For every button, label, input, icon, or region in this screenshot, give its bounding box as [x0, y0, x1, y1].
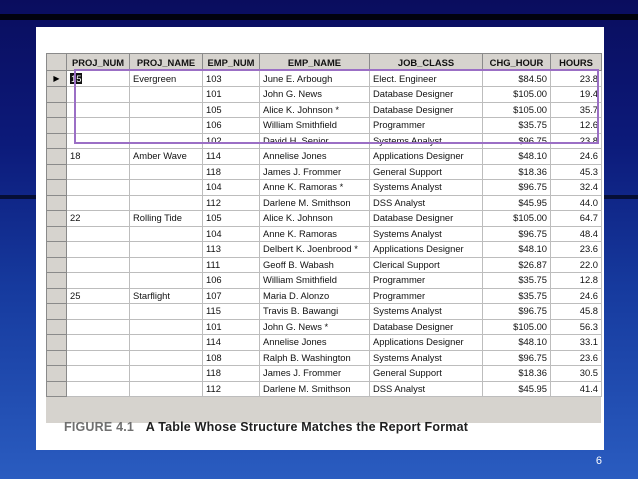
row-selector[interactable]: [47, 350, 67, 366]
cell-chg-hour[interactable]: $35.75: [483, 273, 551, 289]
cell-chg-hour[interactable]: $105.00: [483, 87, 551, 103]
cell-chg-hour[interactable]: $48.10: [483, 242, 551, 258]
table-row[interactable]: [47, 133, 602, 149]
cell-proj-num[interactable]: [67, 180, 130, 196]
cell-proj-num[interactable]: [67, 335, 130, 351]
column-header-proj-num[interactable]: PROJ_NUM: [67, 54, 130, 71]
cell-emp-num[interactable]: 118: [203, 164, 260, 180]
cell-hours[interactable]: 45.3: [551, 164, 602, 180]
cell-emp-name[interactable]: Delbert K. Joenbrood *: [260, 242, 370, 258]
cell-job-class[interactable]: Systems Analyst: [370, 180, 483, 196]
cell-emp-name[interactable]: Anne K. Ramoras *: [260, 180, 370, 196]
cell-proj-num[interactable]: [67, 381, 130, 397]
cell-emp-num[interactable]: 103: [203, 71, 260, 87]
cell-job-class[interactable]: Programmer: [370, 118, 483, 134]
table-row[interactable]: [47, 71, 602, 87]
cell-chg-hour[interactable]: $48.10: [483, 335, 551, 351]
table-row[interactable]: [47, 195, 602, 211]
cell-proj-name[interactable]: [130, 164, 203, 180]
figure-card: [36, 27, 604, 450]
cell-hours[interactable]: 24.6: [551, 288, 602, 304]
cell-proj-num[interactable]: [67, 164, 130, 180]
cell-emp-name[interactable]: John G. News *: [260, 319, 370, 335]
column-header-emp-name[interactable]: EMP_NAME: [260, 54, 370, 71]
cell-emp-name[interactable]: Annelise Jones: [260, 149, 370, 165]
datasheet-grid: [46, 53, 601, 423]
cell-emp-num[interactable]: 118: [203, 366, 260, 382]
cell-proj-num[interactable]: [67, 118, 130, 134]
cell-hours[interactable]: 23.6: [551, 242, 602, 258]
row-selector[interactable]: [47, 381, 67, 397]
cell-chg-hour[interactable]: $45.95: [483, 195, 551, 211]
table-row[interactable]: [47, 304, 602, 320]
cell-emp-name[interactable]: William Smithfield: [260, 118, 370, 134]
cell-hours[interactable]: 23.6: [551, 350, 602, 366]
cell-emp-name[interactable]: Darlene M. Smithson: [260, 381, 370, 397]
cell-emp-name[interactable]: Darlene M. Smithson: [260, 195, 370, 211]
cell-emp-num[interactable]: 101: [203, 319, 260, 335]
table-row[interactable]: [47, 211, 602, 227]
cell-job-class[interactable]: Programmer: [370, 288, 483, 304]
cell-chg-hour[interactable]: $18.36: [483, 366, 551, 382]
cell-proj-name[interactable]: [130, 195, 203, 211]
cell-proj-name[interactable]: [130, 381, 203, 397]
top-band: [0, 14, 638, 20]
row-selector[interactable]: [47, 288, 67, 304]
table-row[interactable]: [47, 257, 602, 273]
cell-proj-num[interactable]: 22: [67, 211, 130, 227]
cell-job-class[interactable]: Systems Analyst: [370, 350, 483, 366]
datasheet-table: [46, 53, 602, 397]
cell-chg-hour[interactable]: $48.10: [483, 149, 551, 165]
cell-emp-num[interactable]: 112: [203, 381, 260, 397]
cell-job-class[interactable]: General Support: [370, 164, 483, 180]
row-selector[interactable]: [47, 304, 67, 320]
cell-emp-name[interactable]: James J. Frommer: [260, 366, 370, 382]
cell-proj-name[interactable]: [130, 257, 203, 273]
cell-chg-hour[interactable]: $26.87: [483, 257, 551, 273]
table-row[interactable]: [47, 87, 602, 103]
cell-job-class[interactable]: Database Designer: [370, 319, 483, 335]
figure-title: A Table Whose Structure Matches the Report Format: [145, 420, 469, 434]
active-cell-value: 15: [71, 72, 82, 84]
cell-proj-name[interactable]: [130, 242, 203, 258]
cell-hours[interactable]: 19.4: [551, 87, 602, 103]
table-row[interactable]: [47, 102, 602, 118]
cell-proj-name[interactable]: [130, 273, 203, 289]
cell-proj-num[interactable]: [67, 71, 130, 87]
cell-emp-num[interactable]: 114: [203, 335, 260, 351]
row-selector[interactable]: [47, 195, 67, 211]
cell-job-class[interactable]: Systems Analyst: [370, 226, 483, 242]
cell-emp-name[interactable]: Travis B. Bawangi: [260, 304, 370, 320]
cell-proj-num[interactable]: [67, 366, 130, 382]
table-row[interactable]: [47, 350, 602, 366]
cell-proj-num[interactable]: [67, 257, 130, 273]
cell-proj-num[interactable]: [67, 319, 130, 335]
cell-proj-num[interactable]: [67, 102, 130, 118]
cell-emp-num[interactable]: 113: [203, 242, 260, 258]
cell-proj-num[interactable]: [67, 195, 130, 211]
cell-hours[interactable]: 24.6: [551, 149, 602, 165]
cell-emp-name[interactable]: Geoff B. Wabash: [260, 257, 370, 273]
row-selector[interactable]: [47, 273, 67, 289]
cell-chg-hour[interactable]: $35.75: [483, 288, 551, 304]
cell-proj-num[interactable]: [67, 133, 130, 149]
cell-emp-name[interactable]: Alice K. Johnson *: [260, 102, 370, 118]
cell-hours[interactable]: 48.4: [551, 226, 602, 242]
cell-hours[interactable]: 35.7: [551, 102, 602, 118]
current-row-pointer-icon: ▶: [53, 74, 60, 83]
cell-proj-name[interactable]: Rolling Tide: [130, 211, 203, 227]
cell-emp-name[interactable]: Alice K. Johnson: [260, 211, 370, 227]
cell-emp-num[interactable]: 106: [203, 118, 260, 134]
cell-chg-hour[interactable]: $84.50: [483, 71, 551, 87]
table-row[interactable]: [47, 319, 602, 335]
cell-hours[interactable]: 33.1: [551, 335, 602, 351]
column-header-emp-num[interactable]: EMP_NUM: [203, 54, 260, 71]
table-row[interactable]: [47, 366, 602, 382]
cell-proj-num[interactable]: [67, 273, 130, 289]
cell-emp-name[interactable]: John G. News: [260, 87, 370, 103]
table-row[interactable]: [47, 381, 602, 397]
column-header-hours[interactable]: HOURS: [551, 54, 602, 71]
cell-emp-name[interactable]: Ralph B. Washington: [260, 350, 370, 366]
cell-emp-name[interactable]: Annelise Jones: [260, 335, 370, 351]
cell-job-class[interactable]: DSS Analyst: [370, 195, 483, 211]
row-selector[interactable]: [47, 133, 67, 149]
cell-hours[interactable]: 41.4: [551, 381, 602, 397]
cell-job-class[interactable]: Systems Analyst: [370, 304, 483, 320]
cell-emp-num[interactable]: 106: [203, 273, 260, 289]
cell-emp-num[interactable]: 111: [203, 257, 260, 273]
cell-emp-num[interactable]: 105: [203, 211, 260, 227]
column-header-chg-hour[interactable]: CHG_HOUR: [483, 54, 551, 71]
cell-proj-name[interactable]: Evergreen: [130, 71, 203, 87]
cell-proj-name[interactable]: [130, 133, 203, 149]
cell-job-class[interactable]: Systems Analyst: [370, 133, 483, 149]
table-row[interactable]: [47, 273, 602, 289]
cell-proj-name[interactable]: Amber Wave: [130, 149, 203, 165]
column-header-job-class[interactable]: JOB_CLASS: [370, 54, 483, 71]
cell-chg-hour[interactable]: $96.75: [483, 350, 551, 366]
cell-emp-name[interactable]: David H. Senior: [260, 133, 370, 149]
cell-job-class[interactable]: Database Designer: [370, 102, 483, 118]
cell-proj-name[interactable]: [130, 304, 203, 320]
cell-proj-name[interactable]: [130, 226, 203, 242]
cell-job-class[interactable]: Programmer: [370, 273, 483, 289]
cell-job-class[interactable]: General Support: [370, 366, 483, 382]
cell-job-class[interactable]: Clerical Support: [370, 257, 483, 273]
cell-chg-hour[interactable]: $96.75: [483, 304, 551, 320]
cell-proj-name[interactable]: [130, 118, 203, 134]
cell-proj-num[interactable]: [67, 242, 130, 258]
cell-job-class[interactable]: Applications Designer: [370, 335, 483, 351]
cell-proj-name[interactable]: Starflight: [130, 288, 203, 304]
cell-proj-name[interactable]: [130, 87, 203, 103]
cell-proj-name[interactable]: [130, 335, 203, 351]
cell-emp-name[interactable]: Anne K. Ramoras: [260, 226, 370, 242]
cell-emp-num[interactable]: 102: [203, 133, 260, 149]
row-selector[interactable]: [47, 335, 67, 351]
row-selector[interactable]: [47, 366, 67, 382]
row-selector[interactable]: [47, 180, 67, 196]
row-selector[interactable]: [47, 211, 67, 227]
cell-emp-num[interactable]: 104: [203, 226, 260, 242]
figure-caption: [64, 420, 468, 434]
cell-chg-hour[interactable]: $96.75: [483, 180, 551, 196]
cell-chg-hour[interactable]: $96.75: [483, 133, 551, 149]
table-row[interactable]: [47, 288, 602, 304]
cell-proj-name[interactable]: [130, 319, 203, 335]
table-row[interactable]: [47, 242, 602, 258]
cell-emp-name[interactable]: Maria D. Alonzo: [260, 288, 370, 304]
cell-emp-name[interactable]: June E. Arbough: [260, 71, 370, 87]
cell-proj-num[interactable]: [67, 226, 130, 242]
header-row: [47, 54, 602, 71]
cell-proj-num[interactable]: 25: [67, 288, 130, 304]
cell-hours[interactable]: 32.4: [551, 180, 602, 196]
cell-hours[interactable]: 22.0: [551, 257, 602, 273]
figure-label: FIGURE 4.1: [64, 420, 135, 434]
cell-proj-num[interactable]: [67, 304, 130, 320]
cell-hours[interactable]: 64.7: [551, 211, 602, 227]
row-selector[interactable]: [47, 319, 67, 335]
cell-proj-name[interactable]: [130, 102, 203, 118]
cell-job-class[interactable]: Database Designer: [370, 87, 483, 103]
cell-proj-name[interactable]: [130, 180, 203, 196]
row-selector-header: [47, 54, 67, 71]
cell-chg-hour[interactable]: $105.00: [483, 211, 551, 227]
row-selector[interactable]: [47, 242, 67, 258]
cell-emp-num[interactable]: 114: [203, 149, 260, 165]
cell-chg-hour[interactable]: $105.00: [483, 319, 551, 335]
cell-emp-num[interactable]: 101: [203, 87, 260, 103]
cell-hours[interactable]: 12.8: [551, 273, 602, 289]
cell-job-class[interactable]: Database Designer: [370, 211, 483, 227]
cell-proj-name[interactable]: [130, 350, 203, 366]
cell-chg-hour[interactable]: $96.75: [483, 226, 551, 242]
table-row[interactable]: [47, 226, 602, 242]
table-row[interactable]: [47, 149, 602, 165]
table-row[interactable]: [47, 118, 602, 134]
cell-job-class[interactable]: DSS Analyst: [370, 381, 483, 397]
cell-emp-num[interactable]: 115: [203, 304, 260, 320]
row-selector[interactable]: [47, 71, 67, 87]
cell-emp-num[interactable]: 112: [203, 195, 260, 211]
row-selector[interactable]: [47, 226, 67, 242]
row-selector[interactable]: [47, 164, 67, 180]
column-header-proj-name[interactable]: PROJ_NAME: [130, 54, 203, 71]
table-row[interactable]: [47, 164, 602, 180]
cell-chg-hour[interactable]: $18.36: [483, 164, 551, 180]
row-selector[interactable]: [47, 87, 67, 103]
cell-hours[interactable]: 45.8: [551, 304, 602, 320]
cell-proj-num[interactable]: 18: [67, 149, 130, 165]
cell-emp-num[interactable]: 105: [203, 102, 260, 118]
table-row[interactable]: [47, 335, 602, 351]
cell-chg-hour[interactable]: $105.00: [483, 102, 551, 118]
cell-chg-hour[interactable]: $35.75: [483, 118, 551, 134]
cell-hours[interactable]: 23.8: [551, 133, 602, 149]
cell-emp-num[interactable]: 104: [203, 180, 260, 196]
row-selector[interactable]: [47, 118, 67, 134]
cell-hours[interactable]: 12.6: [551, 118, 602, 134]
cell-emp-name[interactable]: James J. Frommer: [260, 164, 370, 180]
row-selector[interactable]: [47, 149, 67, 165]
cell-emp-num[interactable]: 108: [203, 350, 260, 366]
row-selector[interactable]: [47, 102, 67, 118]
page-number: 6: [595, 455, 602, 467]
cell-job-class[interactable]: Elect. Engineer: [370, 71, 483, 87]
row-selector[interactable]: [47, 257, 67, 273]
table-body: [47, 71, 602, 397]
cell-proj-num[interactable]: [67, 87, 130, 103]
cell-job-class[interactable]: Applications Designer: [370, 149, 483, 165]
cell-hours[interactable]: 44.0: [551, 195, 602, 211]
cell-proj-num[interactable]: [67, 350, 130, 366]
cell-chg-hour[interactable]: $45.95: [483, 381, 551, 397]
cell-proj-name[interactable]: [130, 366, 203, 382]
cell-hours[interactable]: 30.5: [551, 366, 602, 382]
table-row[interactable]: [47, 180, 602, 196]
cell-hours[interactable]: 56.3: [551, 319, 602, 335]
cell-hours[interactable]: 23.8: [551, 71, 602, 87]
cell-job-class[interactable]: Applications Designer: [370, 242, 483, 258]
cell-emp-name[interactable]: William Smithfield: [260, 273, 370, 289]
cell-emp-num[interactable]: 107: [203, 288, 260, 304]
